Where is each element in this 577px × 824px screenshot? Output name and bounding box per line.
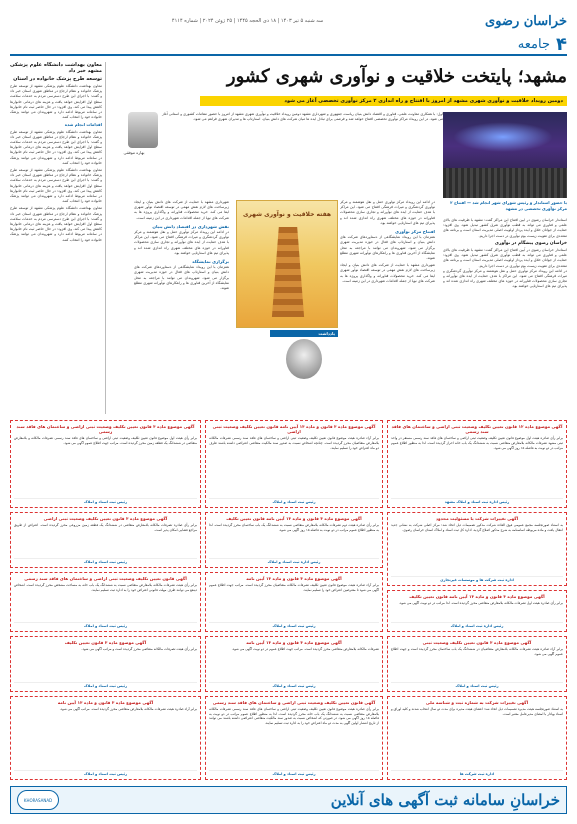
ad-footer: رئیس اداره ثبت اسناد و املاک مشهد [391, 498, 563, 505]
ad-footer: رئیس ثبت اسناد و املاک [209, 770, 379, 777]
ad-body: به استناد صورتجلسه هیئت مدیره تصمیمات ذیل اتخاذ شد: اعضای هیئت مدیره برای مدت دو سال انتخاب شدند و کلیه اوراق و اسناد بهادار با امضای مدیرعامل معتبر است. [391, 707, 563, 716]
ad-body: برابر آراء صادره هیئت موضوع قانون تعیین تکلیف وضعیت ثبتی اراضی و ساختمان های فاقد سند رسمی تصرفات مالکانه بلامعارض متقاضیان محرز گردیده است. چنانچه اشخاص نسبت به صدور سند مالکیت متقاضی اعتراضی داشته باشند ظرف دو ماه اعتراض خود را تسلیم نمایند. [209, 436, 379, 450]
ad-body: برابر رأی صادره هیئت موضوع قانون تعیین تکلیف وضعیت ثبتی اراضی و ساختمان های فاقد سند رسمی تصرفات مالکانه بلامعارض متقاضی نسبت به ششدانگ یک باب خانه محرز گردیده است. لذا به منظور اطلاع عموم مراتب در دو نوبت به فاصله ۱۵ روز آگهی می شود. در صورتی که اشخاص نسبت به صدور سند مالکیت متقاضی اعتراضی داشته باشند می توانند از تاریخ انتشار اولین آگهی به مدت دو ماه اعتراض خود را به اداره ثبت تسلیم نمایند. [209, 707, 379, 725]
ad-title: آگهی موضوع ماده ۳ قانون تعیین تکلیف وضعیت ثبتی اراضی [43, 516, 168, 521]
ad-footer: رئیس ثبت اسناد و املاک [14, 558, 197, 565]
col-c-body-1: شهرداری مشهد با حمایت از شرکت های دانش بنیان و ایجاد زیرساخت های لازم نقش مهمی در توسعه اقتصاد نوآور شهری ایفا می کند. خرید محصولات فناورانه و واگذاری پروژه ها به شرکت های نوپا از جمله اقدامات شهرداری در این زمینه است. [134, 200, 229, 220]
ad-footer: رئیس ثبت اسناد و املاک [14, 682, 197, 689]
main-subhead: دومین رویداد خلاقیت و نوآوری شهری مشهد از امروز با افتتاح و راه اندازی ۲ مرکز نوآوری تخصصی آغاز می شود [200, 96, 567, 106]
ad-body: تصرفات مالکانه بلامعارض متقاضی محرز گردیده است. مراتب جهت اطلاع عموم در دو نوبت آگهی می شود. [231, 647, 379, 652]
col-a-body-2: همزمان با این رویداد نمایشگاهی از دستاوردهای شرکت های دانش بنیان و استارتاپ های فعال در حوزه مدیریت شهری برگزار می شود. شهروندان می توانند با مراجعه به محل نمایشگاه از آخرین فناوری ها و راهکارهای نوآورانه شهری مطلع شوند. [340, 235, 435, 261]
right-body-1: استاندار خراسان رضوی در آیین افتتاح این مراکز گفت: مشهد با ظرفیت های بالای علمی و فناوری می تواند به قطب نوآوری شرق کشور تبدیل شود. وی افزود: حمایت از جوانان خلاق و ایده پرداز اولویت اصلی مدیریت استان است و برنامه های متعددی برای تقویت زیست بوم نوآوری در دست اجرا داریم. [443, 218, 567, 238]
ad-body: برابر رأی هیئت اول موضوع قانون تعیین تکلیف وضعیت ثبتی اراضی و ساختمان های فاقد سند رسمی تصرفات مالکانه و بلامعارض متقاضی در ششدانگ یک قطعه زمین محرز گردیده است. مراتب جهت اطلاع عموم آگهی می شود. [14, 436, 197, 445]
main-headline: مشهد؛ پایتخت خلاقیت و نوآوری شهری کشور [226, 66, 567, 87]
ad-box-9 [387, 590, 567, 632]
left-body-4: معاون بهداشت دانشگاه علوم پزشکی مشهد از توسعه طرح پزشک خانواده و نظام ارجاع در مناطق شهری استان خبر داد و گفت: با اجرای این طرح دسترسی مردم به خدمات سلامت سطح اول افزایش خواهد یافت و هزینه های درمانی خانوارها کاهش پیدا می کند. وی افزود: در حال حاضر ثبت نام خانوارها در سامانه مربوط ادامه دارد و شهروندان می توانند پزشک خانواده خود را انتخاب کنند. [10, 206, 102, 242]
author-photo [128, 112, 158, 148]
ad-body: برابر آراء صادره هیئت تصرفات مالکانه بلامعارض متقاضیان در ششدانگ یک باب ساختمان محرز گردیده است و جهت اطلاع عموم آگهی می شود. [391, 647, 563, 656]
ad-title: آگهی موضوع ماده ۳ قانون و ماده ۱۳ آیین نامه [246, 576, 342, 581]
classified-ads [10, 420, 567, 782]
online-ads-banner[interactable] [10, 786, 567, 814]
ad-footer: رئیس اداره ثبت اسناد و املاک [391, 622, 563, 629]
article-column-a [340, 200, 435, 414]
col-c-subheading: نقش شهرداری در اقتصاد دانش بنیان [152, 223, 229, 229]
ad-box-10 [387, 636, 567, 692]
left-kicker: معاون بهداشت دانشگاه علوم پزشکی مشهد خبر داد [10, 62, 102, 74]
right-subheading: خراسان رضوی پیشگام در نوآوری [494, 240, 567, 246]
author-name: بهاره موفقی [123, 150, 145, 155]
ad-title: آگهی تغییرات شرکت به شماره ثبت و شناسه ملی [425, 700, 529, 705]
ad-footer: اداره ثبت شرکت ها [391, 770, 563, 777]
col-c-body-3: همزمان با این رویداد نمایشگاهی از دستاوردهای شرکت های دانش بنیان و استارتاپ های فعال در حوزه مدیریت شهری برگزار می شود. شهروندان می توانند با مراجعه به محل نمایشگاه از آخرین فناوری ها و راهکارهای نوآورانه شهری مطلع شوند. [134, 265, 229, 291]
section-header [10, 34, 567, 56]
ad-box-2 [205, 420, 383, 508]
ad-title: آگهی موضوع ماده ۳ قانون تعیین تکلیف [64, 640, 147, 645]
ad-box-11 [205, 636, 383, 692]
ad-title: آگهی موضوع ماده ۳ قانون و ماده ۱۳ آیین نامه [246, 640, 342, 645]
ad-body: برابر رأی صادره تصرفات مالکانه بلامعارض متقاضی در ششدانگ یک قطعه زمین مزروعی محرز گردیده است. اعتراض از طریق مراجع قضایی امکان پذیر است. [14, 523, 197, 532]
ad-body: برابر رأی صادره هیئت اول تصرفات مالکانه بلامعارض متقاضی محرز گردیده است. لذا مراتب در دو نوبت آگهی می شود. [398, 601, 563, 606]
columnist-label: یادداشت [270, 330, 338, 337]
ad-box-1 [387, 420, 567, 508]
ad-box-8 [10, 572, 201, 632]
ad-footer: رئیس ثبت اسناد و املاک [209, 498, 379, 505]
ad-title: آگهی موضوع ماده ۳ قانون و ماده ۱۳ آیین نامه [57, 700, 154, 705]
ad-box-5 [205, 512, 383, 568]
columnist-box [270, 330, 338, 379]
left-news-column [10, 62, 102, 414]
left-subheading: اقدامات انجام شده [64, 122, 102, 128]
ad-title: آگهی موضوع ماده ۳ قانون و ماده ۱۳ آیین نامه قانون تعیین تکلیف [226, 516, 362, 521]
ad-box-15 [10, 696, 201, 780]
col-c-subheading-2: برگزاری نمایشگاه [192, 259, 229, 265]
left-body-3: معاون بهداشت دانشگاه علوم پزشکی مشهد از توسعه طرح پزشک خانواده و نظام ارجاع در مناطق شهری استان خبر داد و گفت: با اجرای این طرح دسترسی مردم به خدمات سلامت سطح اول افزایش خواهد یافت و هزینه های درمانی خانوارها کاهش پیدا می کند. وی افزود: در حال حاضر ثبت نام خانوارها در سامانه مربوط ادامه دارد و شهروندان می توانند پزشک خانواده خود را انتخاب کنند. [10, 168, 102, 204]
ad-footer: رئیس ثبت اسناد و املاک [14, 498, 197, 505]
article-intro: اول: با همکاری معاونت علمی، فناوری و اقتصاد دانش بنیان ریاست جمهوری و شهرداری مشهد دومین رویداد خلاقیت و نوآوری شهری مشهد از امروز با حضور مقامات کشوری و استانی آغاز می شود. در این رویداد مراکز نوآوری تخصصی افتتاح خواهد شد و فرصتی برای تبادل ایده ها میان شرکت های دانش بنیان، استارتاپ ها و مدیران شهری فراهم می شود. [162, 112, 443, 122]
col-a-body-3: شهرداری مشهد با حمایت از شرکت های دانش بنیان و ایجاد زیرساخت های لازم نقش مهمی در توسعه اقتصاد نوآور شهری ایفا می کند. خرید محصولات فناورانه و واگذاری پروژه ها به شرکت های نوپا از جمله اقدامات شهرداری در این زمینه است. [340, 263, 435, 283]
ad-body: برابر رأی صادره هیئت اول موضوع قانون تعیین تکلیف وضعیت ثبتی اراضی و ساختمان های فاقد سند رسمی مستقر در واحد ثبتی مشهد تصرفات مالکانه بلامعارض متقاضی نسبت به ششدانگ یک باب خانه احراز گردیده است. لذا به منظور اطلاع عموم مراتب در دو نوبت به فاصله ۱۵ روز آگهی می شود. [391, 436, 563, 450]
ad-footer: رئیس اداره ثبت اسناد و املاک [209, 558, 379, 565]
left-headline: توسعه طرح پزشک خانواده در استان [13, 76, 102, 82]
ad-title: آگهی موضوع ماده ۳ قانون تعیین تکلیف وضعیت ثبتی اراضی و ساختمان های فاقد سند رسمی [16, 424, 195, 435]
event-poster [236, 200, 338, 328]
ad-title: آگهی موضوع ماده ۳ قانون و ماده ۱۳ آیین نامه قانون تعیین تکلیف وضعیت ثبتی اراضی [212, 424, 376, 435]
ad-body: برابر رأی هیئت تصرفات مالکانه بلامعارض متقاضی نسبت به ششدانگ یک باب خانه به مساحت مشخص محرز گردیده است. اشخاص ذینفع می توانند ظرف مهلت قانونی اعتراض خود را به اداره ثبت تسلیم نمایند. [14, 583, 197, 592]
ad-body: برابر آراء صادره هیئت موضوع قانون تعیین تکلیف تصرفات مالکانه متقاضیان محرز گردیده است. مراتب جهت اطلاع عموم آگهی می شود تا معترضین اعتراض خود را تسلیم نمایند. [209, 583, 379, 592]
khorasanad-logo-icon: KHORASANAD [17, 790, 59, 810]
poster-title: هفته خلاقیت و نوآوری شهری [242, 211, 332, 218]
ad-footer: رئیس ثبت اسناد و املاک [209, 622, 379, 629]
section-title: جامعه [517, 36, 550, 52]
ad-title: آگهی موضوع ماده ۳ قانون تعیین تکلیف وضعیت ثبتی [422, 640, 532, 645]
col-a-subheading: افتتاح مرکز نوآوری [395, 229, 435, 235]
ad-title: آگهی قانون تعیین تکلیف وضعیت ثبتی اراضی و ساختمان های فاقد سند رسمی [212, 700, 376, 705]
ad-box-6 [10, 512, 201, 568]
ad-body: برابر آراء صادره هیئت تصرفات مالکانه بلامعارض متقاضی محرز گردیده است. مراتب آگهی می شود. [59, 707, 197, 712]
banner-text: خراسانِ سامانه ثبت آگهی های آنلاین [330, 791, 560, 809]
ad-box-4 [387, 512, 567, 586]
byline [110, 112, 158, 155]
col-c-body-2: در ادامه این رویداد مرکز نوآوری حمل و نقل هوشمند و مرکز نوآوری گردشگری و میراث فرهنگی افتتاح می شود. این مراکز با هدف حمایت از ایده های نوآورانه و تجاری سازی محصولات فناورانه در حوزه های مختلف شهری راه اندازی شده اند و پذیرای تیم های استارتاپی خواهند بود. [134, 230, 229, 255]
left-body-1: معاون بهداشت دانشگاه علوم پزشکی مشهد از توسعه طرح پزشک خانواده و نظام ارجاع در مناطق شهری استان خبر داد و گفت: با اجرای این طرح دسترسی مردم به خدمات سلامت سطح اول افزایش خواهد یافت و هزینه های درمانی خانوارها کاهش پیدا می کند. وی افزود: در حال حاضر ثبت نام خانوارها در سامانه مربوط ادامه دارد و شهروندان می توانند پزشک خانواده خود را انتخاب کنند. [10, 84, 102, 120]
ad-title: آگهی موضوع ماده ۳ قانون و ماده ۱۳ آیین نامه قانون تعیین تکلیف [409, 594, 545, 599]
columnist-photo [286, 339, 322, 379]
photo-caption: با حضور استاندار و رئیس شورای شهر انجام شد — افتتاح ۲ مرکز نوآوری تخصصی در مشهد [450, 200, 567, 211]
ad-box-12 [10, 636, 201, 692]
ad-box-14 [387, 696, 567, 780]
right-body-2: استاندار خراسان رضوی در آیین افتتاح این مراکز گفت: مشهد با ظرفیت های بالای علمی و فناوری می تواند به قطب نوآوری شرق کشور تبدیل شود. وی افزود: حمایت از جوانان خلاق و ایده پرداز اولویت اصلی مدیریت استان است و برنامه های متعددی برای تقویت زیست بوم نوآوری در دست اجرا داریم. [443, 248, 567, 268]
right-article-column [443, 218, 567, 414]
dateline: سه شنبه ۵ تیر ۱۴۰۳ | ۱۸ ذی الحجه ۱۴۴۵ | ۲۵ ژوئن ۲۰۲۴ | شماره ۴۱۱۴ [171, 18, 324, 24]
ad-footer: رئیس ثبت اسناد و املاک [391, 682, 563, 689]
col-a-body-1: در ادامه این رویداد مرکز نوآوری حمل و نقل هوشمند و مرکز نوآوری گردشگری و میراث فرهنگی افتتاح می شود. این مراکز با هدف حمایت از ایده های نوآورانه و تجاری سازی محصولات فناورانه در حوزه های مختلف شهری راه اندازی شده اند و پذیرای تیم های استارتاپی خواهند بود. [340, 200, 435, 225]
ad-footer: رئیس ثبت اسناد و املاک [14, 770, 197, 777]
ad-footer: رئیس ثبت اسناد و املاک [14, 622, 197, 629]
ad-footer: رئیس ثبت اسناد و املاک [209, 682, 379, 689]
column-divider [105, 62, 106, 414]
page-number: ۴ [556, 33, 567, 55]
ad-body: برابر رأی صادره هیئت دوم تصرفات مالکانه بلامعارض متقاضی نسبت به ششدانگ یک باب ساختمان محرز گردیده است. لذا به منظور اطلاع عموم مراتب در دو نوبت به فاصله ۱۵ روز آگهی می شود. [209, 523, 379, 532]
ad-title: آگهی تغییرات شرکت با مسئولیت محدود [435, 516, 519, 521]
ad-box-7 [205, 572, 383, 632]
event-photo [443, 112, 567, 198]
ad-box-13 [205, 696, 383, 780]
article-column-c [134, 200, 229, 414]
ad-body: به استناد صورتجلسه مجمع عمومی فوق العاده شرکت مذکور تصمیمات ذیل اتخاذ شد: مرکز اصلی شرکت به نشانی جدید انتقال یافت و ماده مربوطه اساسنامه به شرح مذکور اصلاح گردید. اداره کل ثبت اسناد و املاک استان خراسان رضوی. [391, 523, 563, 532]
newspaper-logo: خراسان رضوی [485, 13, 567, 29]
poster-tower-graphic [265, 227, 311, 317]
ad-box-3 [10, 420, 201, 508]
ad-title: آگهی قانون تعیین تکلیف وضعیت ثبتی اراضی و ساختمان های فاقد سند رسمی [24, 576, 187, 581]
top-bar [10, 10, 567, 32]
left-body-2: معاون بهداشت دانشگاه علوم پزشکی مشهد از توسعه طرح پزشک خانواده و نظام ارجاع در مناطق شهری استان خبر داد و گفت: با اجرای این طرح دسترسی مردم به خدمات سلامت سطح اول افزایش خواهد یافت و هزینه های درمانی خانوارها کاهش پیدا می کند. وی افزود: در حال حاضر ثبت نام خانوارها در سامانه مربوط ادامه دارد و شهروندان می توانند پزشک خانواده خود را انتخاب کنند. [10, 129, 102, 165]
ad-title: آگهی موضوع ماده ۱۲ قانون تعیین تکلیف وضعیت ثبتی اراضی و ساختمان های فاقد سند رسمی [391, 424, 563, 435]
right-body-3: در ادامه این رویداد مرکز نوآوری حمل و نقل هوشمند و مرکز نوآوری گردشگری و میراث فرهنگی افتتاح می شود. این مراکز با هدف حمایت از ایده های نوآورانه و تجاری سازی محصولات فناورانه در حوزه های مختلف شهری راه اندازی شده اند و پذیرای تیم های استارتاپی خواهند بود. [443, 268, 567, 289]
ad-body: برابر رأی هیئت تصرفات مالکانه متقاضی محرز گردیده است و مراتب آگهی می شود. [81, 647, 197, 652]
ad-footer: اداره ثبت شرکت ها و موسسات غیرتجاری [391, 576, 563, 583]
